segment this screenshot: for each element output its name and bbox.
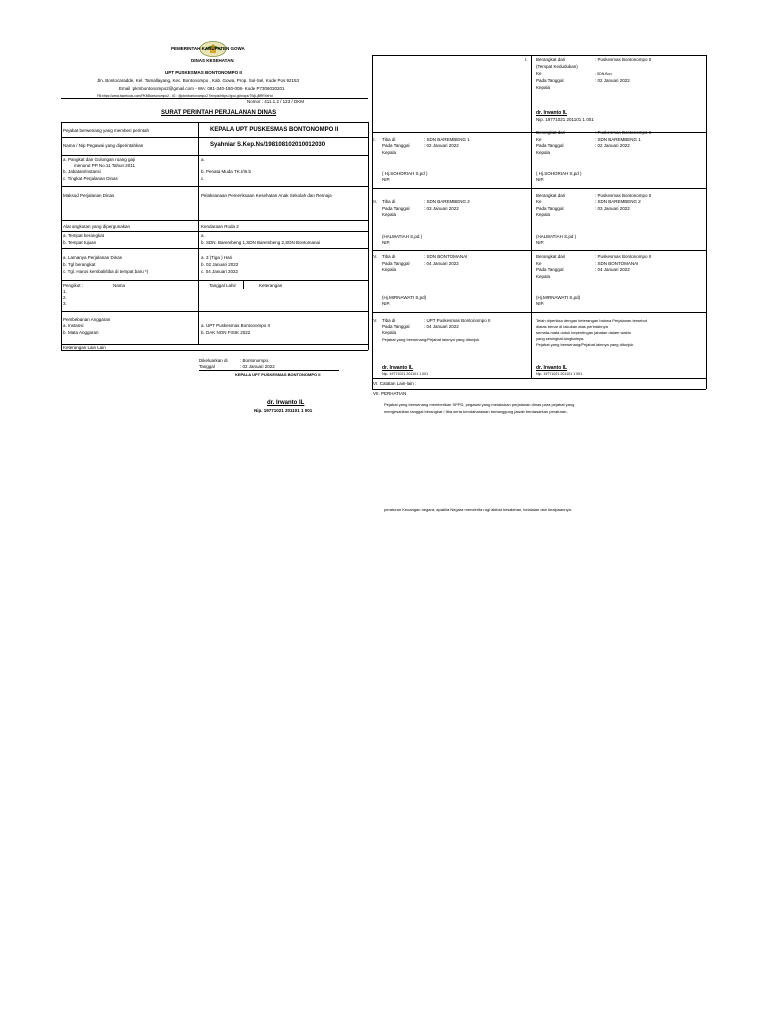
sec2r-to-label: Ke — [536, 137, 542, 142]
sec2-head-label: Kepala — [382, 150, 397, 155]
sec3-roman: III. — [372, 199, 378, 204]
followers-name-header: Nama — [113, 283, 126, 288]
authorizing-official-label: Pejabat berwenang yang memberi perintah — [63, 128, 150, 133]
sec1-roman: I. — [525, 57, 528, 62]
rank-label: a. Pangkat dan Golongan ruang gaji — [63, 157, 136, 162]
sec5-signer-nip: Nip. 19771021 201101 1 001 — [382, 372, 429, 376]
follower-2: 2. — [63, 295, 67, 300]
sec2-arrival-value: : SDN BAREMBENG 1 — [424, 137, 470, 142]
issued-at-value: : Bontonompo. — [240, 358, 270, 363]
sec3-date-label: Pada Tanggal — [382, 206, 410, 211]
follower-1: 1. — [63, 289, 67, 294]
sec3r-to-label: Ke — [536, 199, 542, 204]
sec5r-line-3: semata-mata untuk kepentingan jabatan dalam waktu — [536, 330, 631, 335]
sec5-arrival-value: : UPT Puskesmas Bontonompo II — [424, 318, 491, 323]
sec3r-to-value: : SDN BAREMBENG 2 — [595, 199, 641, 204]
sec3r-date-label: Pada Tanggal — [536, 206, 564, 211]
government-name: PEMERINTAH KABUPATEN GOWA — [171, 46, 245, 51]
sec4-roman: IV. — [372, 254, 378, 259]
institution-contact: Email :pkmbontonompo2@gmail.com - WA: 081-340-180-008- Kode P7306030201 — [119, 86, 285, 91]
budget-label: Pembebanan Anggaran — [63, 317, 111, 322]
sec1-home-base: (Tempat Kedudukan) — [536, 64, 578, 69]
sec5r-line-4: yang sesingkat-singkatnya. — [536, 336, 585, 341]
sec5r-line-5: Pejabat yang berwenang/Pejabat lainnya yang ditunjuk — [536, 342, 634, 347]
travel-level-label: c. Tingkat Perjalanan Dinas — [63, 176, 118, 181]
followers-notes-header: Keterangan — [259, 283, 283, 288]
sec3-signer-nip: NIP. — [382, 240, 391, 245]
sec7-line-2: mengesahkan tanggal berangkat / tiba serta bendaharawan bertanggung jawab berdasarkan peraturan- — [384, 409, 568, 414]
sec4r-date-label: Pada Tanggal — [536, 267, 564, 272]
sec7-line-1: Pejabat yang berwenang memberikan SPPD, pegawai yang melakukan perjalanan dinas para pejabat yang — [384, 402, 575, 407]
sec5-signer-name: dr. Irwanto IL — [382, 365, 414, 371]
sec1-signer-nip: Nip. 19771021 201101 1 001 — [536, 117, 594, 122]
sec5r-signer-nip: Nip. 19771021 201101 1 001 — [536, 372, 583, 376]
sec3-head-label: Kepala — [382, 212, 397, 217]
departure-date-value: b. 02 Januari 2022 — [201, 262, 239, 267]
rank-value: a. — [201, 157, 205, 162]
sec2r-date-value: : 02 Januari 2022 — [595, 143, 630, 148]
sec2r-date-label: Pada Tanggal — [536, 143, 564, 148]
sec3r-signer-name: (HALWATIAH S,pd ) — [536, 234, 577, 239]
sec2-signer-nip: NIP. — [382, 177, 391, 182]
sec4-date-label: Pada Tanggal — [382, 261, 410, 266]
position-label: b. Jabatan/Instansi — [63, 169, 101, 174]
sec3-arrival-value: : SDN BAREMBENG 2 — [424, 199, 470, 204]
purpose-label: Maksud Perjalanan Dinas — [63, 193, 115, 198]
sec4-arrival-label: Tiba di — [382, 254, 396, 259]
sec2r-departure-label: Berangkat dari — [536, 130, 566, 135]
document-title: SURAT PERINTAH PERJALANAN DINAS — [161, 110, 277, 116]
issuer-name: dr. Irwanto IL — [267, 400, 305, 406]
sec2r-signer-nip: NIP. — [536, 177, 545, 182]
sec5-date-label: Pada Tanggal — [382, 324, 410, 329]
sec3-signer-name: (HALWATIAH S,pd ) — [382, 234, 423, 239]
purpose-value: Pelaksanaan Pemeriksaan Kesehatan Anak Sekolah dan Remaja — [201, 193, 332, 198]
sec4r-signer-nip: NIP. — [536, 301, 545, 306]
sec4-date-value: : 04 Januari 2022 — [424, 261, 459, 266]
sec1-signer-name: dr. Irwanto IL — [536, 110, 568, 116]
institution-social: FB:https://www.facebook.com/PKMBontonompo2 - IG : @pkmbontonompo2 Tempat:https://goo.gl/maps/TWjLjBRRYaHd — [97, 94, 273, 98]
employee-label: Nama / Nip Pegawai yang diperintahkan — [63, 143, 144, 148]
sec1-to-label: Ke — [536, 71, 542, 76]
sec1-head-label: Kepala — [536, 85, 551, 90]
issuer-office: KEPALA UPT PUSKESMAS BONTONOMPO II — [235, 372, 321, 377]
sec5-head-label: Kepala — [382, 330, 397, 335]
sec5-arrival-label: Tiba di — [382, 318, 396, 323]
sec4-signer-nip: NIP. — [382, 301, 391, 306]
sec2-roman: II. — [372, 137, 376, 142]
sec2-signer-name: ( Hj.SOHORIAH S,pd ) — [382, 171, 428, 176]
budget-account-value: b. DAK NON FISIK 2022 — [201, 330, 251, 335]
issued-date-label: Tanggal — [199, 364, 215, 369]
departure-place-label: a. Tempat berangkat — [63, 233, 104, 238]
followers-label: Pengikut : — [63, 283, 84, 288]
sec3r-head-label: Kepala — [536, 212, 551, 217]
sec2-date-value: : 02 Januari 2022 — [424, 143, 459, 148]
authorizing-official-value: KEPALA UPT PUSKESMAS BONTONOMPO II — [210, 127, 339, 133]
sec3r-signer-nip: NIP. — [536, 240, 545, 245]
sec4r-to-value: : SDN BONTOMANAI — [595, 261, 639, 266]
rank-label-2: menurut PP No.11 Tahun 2011 — [74, 163, 135, 168]
position-value: b. Penata Muda TK.I/III.b — [201, 169, 251, 174]
duration-label: a. Lamanya Perjalanan Dinas — [63, 255, 123, 260]
sec4-head-label: Kepala — [382, 267, 397, 272]
return-date-value: c. 04 Januari 2022 — [201, 269, 239, 274]
sec1-departure-label: Berangkat dari — [536, 57, 566, 62]
sec2r-head-label: Kepala — [536, 150, 551, 155]
institution-name: UPT PUSKESMAS BONTONOMPO II — [165, 70, 242, 75]
sec5-official-note: Pejabat yang berwenang/Pejabat lainnya yang ditunjuk — [382, 337, 480, 342]
sec1-date-value: : 02 Januari 2022 — [595, 78, 630, 83]
sec4r-departure-label: Berangkat dari — [536, 254, 566, 259]
sec5-date-value: : 04 Januari 2022 — [424, 324, 459, 329]
sec4-arrival-value: : SDN BONTOMANAI — [424, 254, 468, 259]
letter-number: Nomor : 411.1.2 / 123 / DKM — [247, 99, 304, 104]
follower-3: 3. — [63, 301, 67, 306]
departure-date-label: b. Tgl berangkat — [63, 262, 96, 267]
sec2-date-label: Pada Tanggal — [382, 143, 410, 148]
sec6-other-notes: VI. Catatan Lain-lain : — [373, 381, 417, 386]
travel-level-value: c. — [201, 176, 205, 181]
destination-label: b. Tempat tujuan — [63, 240, 97, 245]
departure-place-value: a. — [201, 233, 205, 238]
sec7-line-3: peraturan Keuangan negara, apabila Negara menderita rugi akibat kesalahan, kelalaian dan kealpaannya. — [384, 507, 572, 512]
sec4r-head-label: Kepala — [536, 274, 551, 279]
sec3r-departure-value: : Puskesmas Bontonompo II — [595, 193, 652, 198]
return-date-label: c. Tgl. Harus kembali/tiba di tempat baru *) — [63, 269, 149, 274]
sec3-arrival-label: Tiba di — [382, 199, 396, 204]
sec5r-line-1: Telah diperiksa dengan keterangan bahwa Perjalanan tersebut — [536, 318, 647, 323]
duration-value: a. 3 (Tiga ) Hari — [201, 255, 233, 260]
budget-account-label: b. Mata Anggaran — [63, 330, 99, 335]
sec2r-to-value: : SDN BAREMBENG 1 — [595, 137, 641, 142]
followers-birthdate-header: Tanggal Lahir — [209, 283, 237, 288]
transport-value: Kendaraan Roda 2 — [201, 224, 239, 229]
issued-at-label: Dikeluarkan di — [199, 358, 228, 363]
destination-value: b. SDN. Barembeng 1,SDN Barembeng 2,SDN Bontomanai — [201, 240, 321, 245]
other-notes-label: Keterangan Lain Lain — [63, 345, 106, 350]
employee-value: Syahniar S.Kep.Ns/198108102010012030 — [210, 142, 326, 148]
sec2r-signer-name: ( Hj.SOHORIAH S,pd ) — [536, 171, 582, 176]
sec4r-departure-value: : Puskesmas Bontonompo II — [595, 254, 652, 259]
sec7-attention-label: VII. PERHATIAN — [373, 391, 407, 396]
sec3-date-value: : 03 Januari 2022 — [424, 206, 459, 211]
sec4r-to-label: Ke — [536, 261, 542, 266]
issuer-nip: Nip. 19771021 201101 1 001 — [254, 408, 313, 413]
sec4r-signer-name: (Hj.MIRNAWATI S,pd) — [536, 295, 581, 300]
sec5r-line-2: diatas benar di lakukan atas perintahnya — [536, 324, 608, 329]
sec2-arrival-label: Tiba di — [382, 137, 396, 142]
sec4r-date-value: : 04 Januari 2022 — [595, 267, 630, 272]
institution-address: Jln. Bontocaradde, Kel. Tamallayang, Kec. Bontonompo , Kab. Gowa, Prop. Sul-Sel, Kode Pos 92153 — [97, 78, 300, 83]
sec5r-signer-name: dr. Irwanto IL — [536, 365, 568, 371]
department-name: DINAS KESEHATAN — [191, 58, 234, 63]
sec3r-date-value: : 03 Januari 2022 — [595, 206, 630, 211]
sec1-date-label: Pada Tanggal — [536, 78, 564, 83]
issued-date-value: : 02 Januari 2022 — [240, 364, 275, 369]
sec2r-departure-value: : Puskesmas Bontonompo II — [595, 130, 652, 135]
agency-value: a. UPT Puskesmas Bontonompo II — [201, 323, 270, 328]
sec1-to-value: : SDN.Bon — [595, 72, 612, 76]
sec5-roman: IV. — [372, 318, 378, 323]
sec3r-departure-label: Berangkat dari — [536, 193, 566, 198]
transport-label: Alat angkutan yang dipergunakan — [63, 224, 131, 229]
sec1-departure-value: : Puskesmas Bontonompo II — [595, 57, 652, 62]
sec4-signer-name: (Hj.MIRNAWATI S,pd) — [382, 295, 427, 300]
agency-label: a. Instansi — [63, 323, 84, 328]
